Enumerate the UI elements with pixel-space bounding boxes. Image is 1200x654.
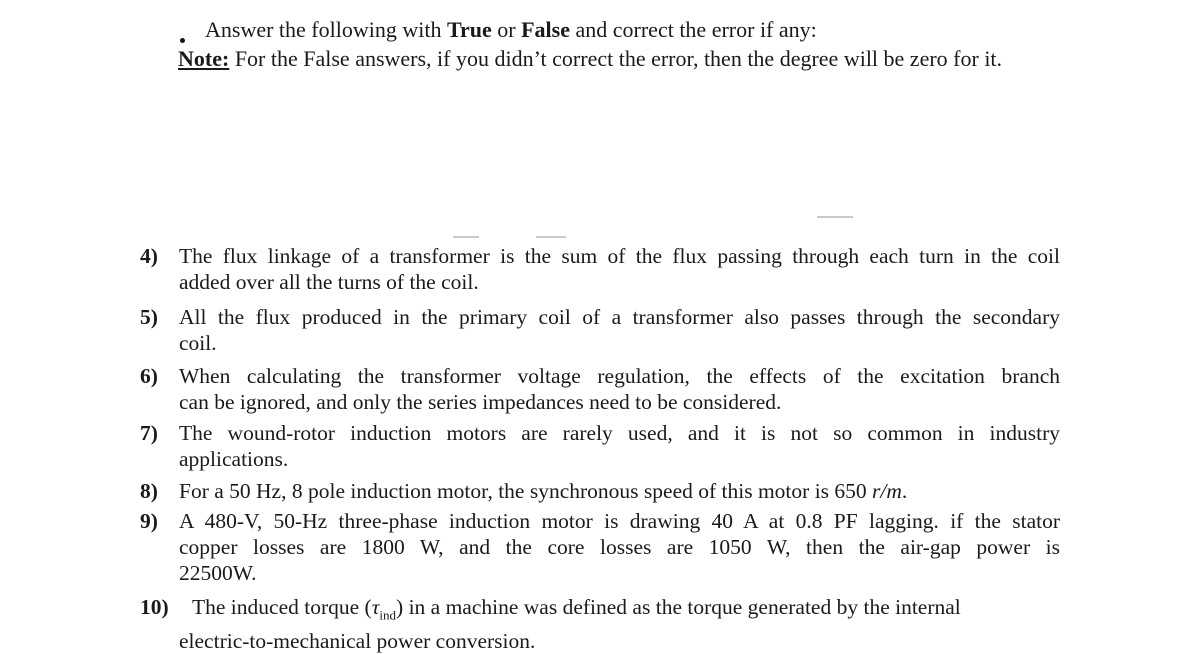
question-text: . bbox=[901, 479, 908, 503]
question-text-line: The wound-rotor induction motors are rarely used, and it is not so common in industry bbox=[179, 421, 1060, 445]
question-number: 8) bbox=[140, 479, 158, 503]
question-text: The induced torque ( bbox=[192, 595, 372, 619]
question-item bbox=[140, 420, 1060, 472]
false-word: False bbox=[521, 17, 570, 42]
question-text-line bbox=[192, 594, 1060, 628]
question-text-line: added over all the turns of the coil. bbox=[179, 270, 479, 294]
scan-smudge bbox=[817, 216, 853, 218]
question-text-line bbox=[179, 478, 1060, 504]
note-label: Note: bbox=[178, 46, 230, 71]
question-text-line: can be ignored, and only the series impedances need to be considered. bbox=[179, 390, 782, 414]
question-number: 10) bbox=[140, 595, 169, 619]
question-text-line: A 480-V, 50-Hz three-phase induction motor is drawing 40 A at 0.8 PF lagging. if the stator bbox=[179, 509, 1060, 533]
instruction-or: or bbox=[491, 17, 522, 42]
bullet-mark bbox=[180, 38, 185, 43]
question-text-line: copper losses are 1800 W, and the core losses are 1050 W, then the air-gap power is bbox=[179, 535, 1060, 559]
question-item bbox=[140, 508, 1060, 586]
question-number: 9) bbox=[140, 509, 158, 533]
tau-subscript: ind bbox=[379, 607, 397, 623]
question-number: 6) bbox=[140, 364, 158, 388]
instruction-prefix: Answer the following with bbox=[205, 17, 447, 42]
question-item bbox=[140, 478, 1060, 504]
tau-glyph: τ bbox=[371, 595, 380, 619]
question-text: ) in a machine was defined as the torque generated by the internal bbox=[396, 595, 961, 619]
question-item bbox=[140, 304, 1060, 356]
question-text: For a 50 Hz, 8 pole induction motor, the synchronous speed of this motor is 650 bbox=[179, 479, 873, 503]
question-number: 7) bbox=[140, 421, 158, 445]
scan-smudge bbox=[536, 236, 566, 238]
question-item bbox=[140, 363, 1060, 415]
true-word: True bbox=[446, 17, 492, 42]
question-text-line: When calculating the transformer voltage regulation, the effects of the excitation branch bbox=[179, 364, 1060, 388]
question-text-line: applications. bbox=[179, 447, 289, 471]
question-text-line: 22500W. bbox=[179, 561, 257, 585]
torque-symbol bbox=[371, 595, 397, 623]
question-text-line: electric-to-mechanical power conversion. bbox=[179, 629, 536, 654]
scan-smudge bbox=[453, 236, 479, 238]
question-item bbox=[140, 243, 1060, 295]
instruction-line bbox=[205, 16, 817, 44]
note-line bbox=[178, 45, 1002, 73]
question-text-line: All the flux produced in the primary coil of a transformer also passes through the secondary bbox=[179, 305, 1060, 329]
instruction-suffix: and correct the error if any: bbox=[570, 17, 817, 42]
question-number: 5) bbox=[140, 305, 158, 329]
question-item bbox=[140, 594, 1060, 654]
question-text-line: coil. bbox=[179, 331, 217, 355]
note-text: For the False answers, if you didn’t correct the error, then the degree will be zero for it. bbox=[229, 46, 1003, 71]
speed-unit: r/m bbox=[872, 479, 902, 503]
question-text-line: The flux linkage of a transformer is the sum of the flux passing through each turn in the coil bbox=[179, 244, 1060, 268]
question-number: 4) bbox=[140, 244, 158, 268]
